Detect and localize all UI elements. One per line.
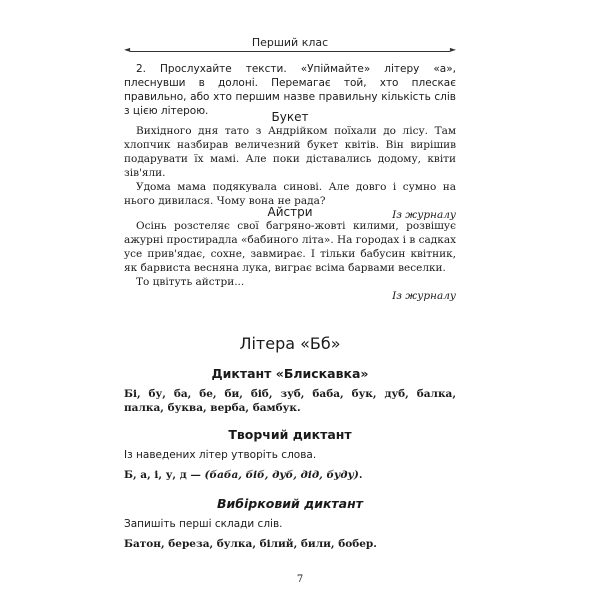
dictation-creative-end: . [358,469,363,481]
dictation-creative [124,428,456,482]
story-buket-paragraph-1: Вихідного дня тато з Андрійком поїхали до лісу. Там хлопчик назбирав величезний букет квітів. Він вирішив подарувати їх мамі. Але поки діставались додому, квіти зів'яли. [124,125,456,179]
rule-line [130,51,450,52]
story-aistry-source: Із журналу [392,290,456,302]
story-buket-source: Із журналу [392,209,456,221]
story-aistry [124,205,456,303]
dictation-creative-instruction: Із наведених літер утворіть слова. [124,449,317,461]
dictation-selective-instruction: Запишіть перші склади слів. [124,518,283,530]
dictation-creative-letters: Б, а, і, у, д — [124,469,205,481]
story-buket-paragraph-2: Удома мама подякувала синові. Але довго і сумно на нього дивилася. Чому вона не рада? [124,181,456,207]
dictation-creative-line [124,468,456,482]
dictation-lightning-text: Бі, бу, ба, бе, би, біб, зуб, баба, бук, дуб, балка, палка, буква, верба, бамбук. [124,388,456,414]
header-rule [124,45,456,55]
chapter-title: Літера «Бб» [239,334,341,353]
story-aistry-paragraph-1: Осінь розстеляє свої багряно-жовті килими, розвішує ажурні простирадла «бабиного літа». На городах і в садках усе прив'ядає, сохне, завмирає. І тільки бабусин квітник, як барвиста весняна лука, виграє всіма барвами веселки. [124,220,456,274]
dictation-selective-title: Вибірковий диктант [217,496,363,511]
page-number: 7 [296,574,304,585]
story-aistry-paragraph-2: То цвітуть айстри... [136,276,245,288]
chapter-heading [124,334,456,353]
running-title: Перший клас [251,36,329,49]
rule-arrow-left-icon: ◄ [124,45,131,54]
task-2-text: 2. Прослухайте тексти. «Упіймайте» літеру «а», плеснувши в долоні. Перемагає той, хто плескає правильно, або хто першим назве правильну кількість слів з цією літерою. [124,63,456,117]
dictation-selective [124,497,456,551]
dictation-lightning-title: Диктант «Блискавка» [211,366,369,381]
dictation-selective-text: Батон, береза, булка, білий, били, бобер. [124,538,377,550]
rule-arrow-right-icon: ► [449,45,456,54]
story-buket-title: Букет [271,110,309,124]
story-aistry-title: Айстри [267,205,313,219]
dictation-lightning [124,367,456,415]
dictation-creative-title: Творчий диктант [228,427,352,442]
dictation-creative-answer: (баба, біб, дуб, дід, буду) [204,469,359,481]
